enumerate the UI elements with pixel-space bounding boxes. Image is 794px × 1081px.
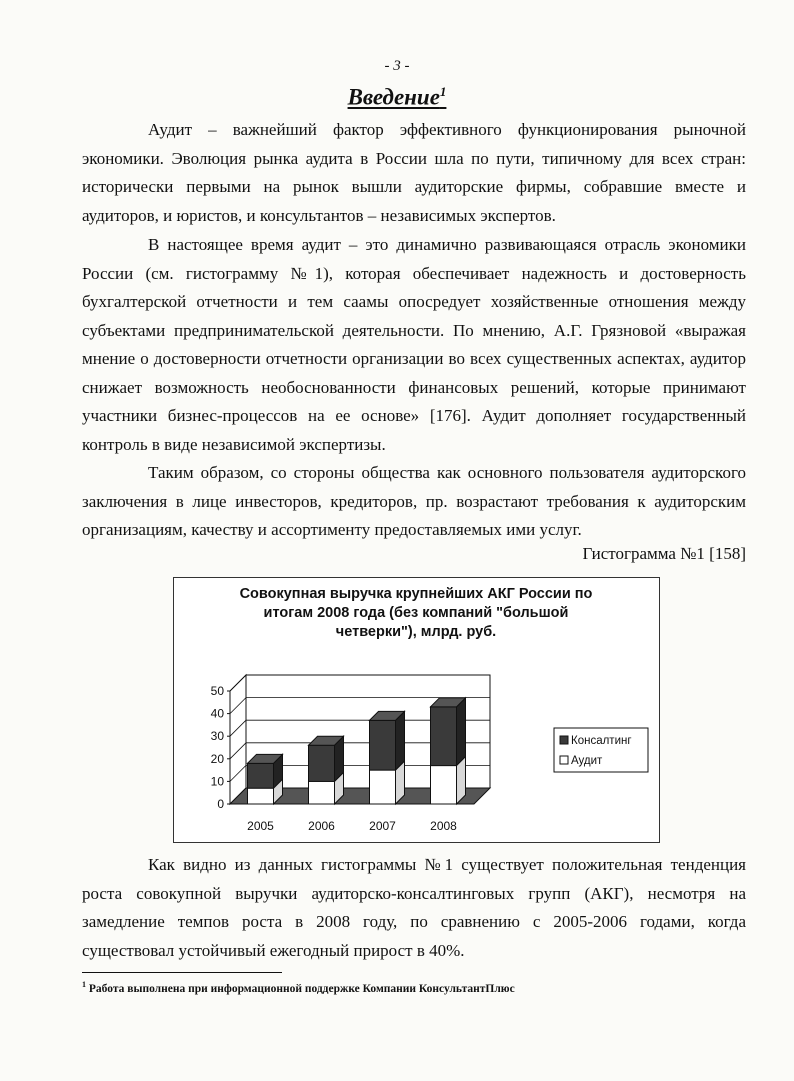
footnote-divider bbox=[82, 972, 282, 973]
x-tick-label: 2006 bbox=[308, 819, 335, 833]
bar-consulting-front bbox=[309, 745, 335, 781]
y-tick-label: 40 bbox=[210, 706, 224, 721]
bar-consulting-front bbox=[370, 720, 396, 770]
y-tick-label: 30 bbox=[210, 729, 224, 744]
y-tick-label: 20 bbox=[210, 751, 224, 766]
paragraph-4: Как видно из данных гистограммы №1 существует положительная тенденция роста совокупной выручки аудиторско-консалтинговых групп (АКГ), несмотря на замедление темпов роста в 2008 году, по сравнению с 2005-2006 годами, когда существовал устойчивый ежегодный прирост в 40%. bbox=[82, 855, 746, 960]
bar-audit-front bbox=[370, 770, 396, 804]
chart-title-line: Совокупная выручка крупнейших АКГ России по bbox=[239, 586, 593, 602]
bar-audit-front bbox=[309, 781, 335, 804]
legend-label: Аудит bbox=[571, 755, 603, 767]
chart-title-line: итогам 2008 года (без компаний "большой bbox=[263, 605, 569, 621]
y-tick-label: 50 bbox=[210, 684, 224, 698]
bar-audit-front bbox=[431, 766, 457, 804]
footnote-text: Работа выполнена при информационной поддержке Компании КонсультантПлюс bbox=[88, 982, 515, 995]
bar-consulting-side bbox=[457, 698, 466, 766]
bar-consulting-front bbox=[431, 707, 457, 766]
paragraph-1: Аудит – важнейший фактор эффективного функционирования рыночной экономики. Эволюция рынка аудита в России шла по пути, типичному для всех стран: исторически первыми на рынок вышли аудиторские фирмы, собравшие вместе и аудиторов, и юристов, и консультантов – независимых экспертов. bbox=[82, 120, 746, 225]
x-tick-label: 2008 bbox=[430, 819, 457, 833]
legend-label: Консалтинг bbox=[571, 735, 632, 747]
y-tick-label: 10 bbox=[210, 774, 224, 789]
chart-container bbox=[173, 577, 660, 843]
paragraph-3: Таким образом, со стороны общества как основного пользователя аудиторского заключения в лице инвесторов, кредиторов, пр. возрастают требования к аудиторским организациям, качеству и ассортименту предоставляемых ими услуг. bbox=[82, 463, 746, 539]
legend-swatch bbox=[560, 756, 568, 764]
revenue-chart bbox=[174, 578, 659, 842]
chart-title-line: четверки"), млрд. руб. bbox=[335, 624, 497, 640]
bar-consulting-front bbox=[248, 763, 274, 788]
footnote bbox=[82, 980, 515, 995]
chart-side-wall bbox=[230, 675, 246, 804]
y-tick-label: 0 bbox=[217, 797, 224, 811]
paragraph-2: В настоящее время аудит – это динамично развивающаяся отрасль экономики России (см. гистограмму №1), которая обеспечивает надежность и достоверность бухгалтерской отчетности и тем саамы опосредует хозяйственные отношения между субъектами предпринимательской деятельности. По мнению, А.Г. Грязновой «выражая мнение о достоверности отчетности организации во всех существенных аспектах, аудитор снижает возможность необоснованности финансовых решений, которые принимают участники бизнес-процессов на ее основе» [176]. Аудит дополняет государственный контроль в виде независимой экспертизы. bbox=[82, 235, 746, 454]
page-title bbox=[0, 84, 794, 111]
page-number: - 3 - bbox=[384, 58, 410, 74]
x-tick-label: 2007 bbox=[369, 819, 396, 833]
bar-consulting-side bbox=[396, 711, 405, 770]
legend-swatch bbox=[560, 736, 568, 744]
footnote-reference: 1 bbox=[439, 84, 447, 99]
chart-caption: Гистограмма №1 [158] bbox=[582, 544, 746, 563]
page-title-text: Введение bbox=[347, 84, 440, 110]
x-tick-label: 2005 bbox=[247, 819, 274, 833]
bar-audit-front bbox=[248, 788, 274, 804]
footnote-mark: 1 bbox=[82, 980, 86, 989]
